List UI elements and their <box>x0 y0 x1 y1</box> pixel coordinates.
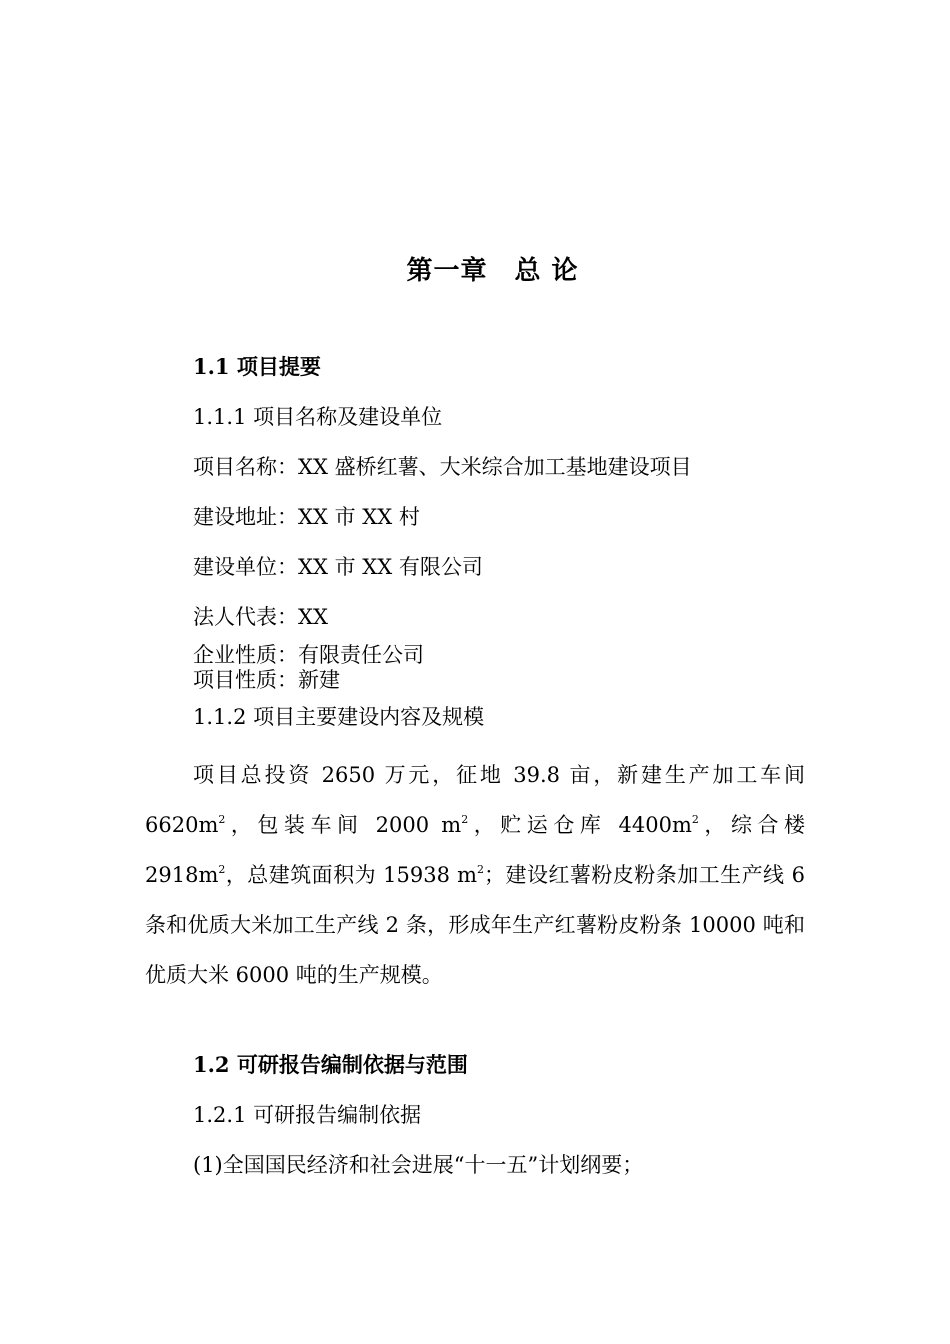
superscript: 2 <box>461 813 469 826</box>
project-nature-line: 项目性质：新建 <box>193 668 340 692</box>
unit-line: 建设单位：XX 市 XX 有限公司 <box>193 555 483 579</box>
chapter-title: 第一章 总 论 <box>406 256 579 286</box>
section-heading-1-2: 1.2 可研报告编制依据与范围 <box>193 1052 468 1077</box>
basis-item-1: (1)全国国民经济和社会进展“十一五”计划纲要； <box>193 1153 644 1177</box>
site-line: 建设地址：XX 市 XX 村 <box>193 505 420 529</box>
para-text: ，包装车间 2000 m <box>225 813 462 837</box>
para-text: ，综合楼 2918m <box>145 813 805 887</box>
subsection-heading-1-2-1: 1.2.1 可研报告编制依据 <box>193 1103 422 1127</box>
subsection-heading-1-1-2: 1.1.2 项目主要建设内容及规模 <box>193 705 485 729</box>
para-text: 项目总投资 2650 万元，征地 39.8 亩，新建生产加工车间 6620m <box>145 763 805 837</box>
para-text: ，贮运仓库 4400m <box>468 813 692 837</box>
scale-paragraph <box>145 750 805 1000</box>
section-heading-1-1: 1.1 项目提要 <box>193 354 321 379</box>
superscript: 2 <box>691 813 699 826</box>
superscript: 2 <box>218 813 226 826</box>
para-text: ，总建筑面积为 15938 m <box>225 863 478 887</box>
enterprise-nature-line: 企业性质：有限责任公司 <box>193 643 424 667</box>
subsection-heading-1-1-1: 1.1.1 项目名称及建设单位 <box>193 405 443 429</box>
superscript: 2 <box>218 863 226 876</box>
legal-rep-line: 法人代表：XX <box>193 605 328 629</box>
para-text: ；建设红薯粉皮粉条加工生产线 6 条和优质大米加工生产线 2 条，形成年生产红薯粉皮粉条 10000 吨和优质大米 6000 吨的生产规模。 <box>145 863 805 987</box>
superscript: 2 <box>477 863 485 876</box>
project-name-line: 项目名称：XX 盛桥红薯、大米综合加工基地建设项目 <box>193 455 692 479</box>
